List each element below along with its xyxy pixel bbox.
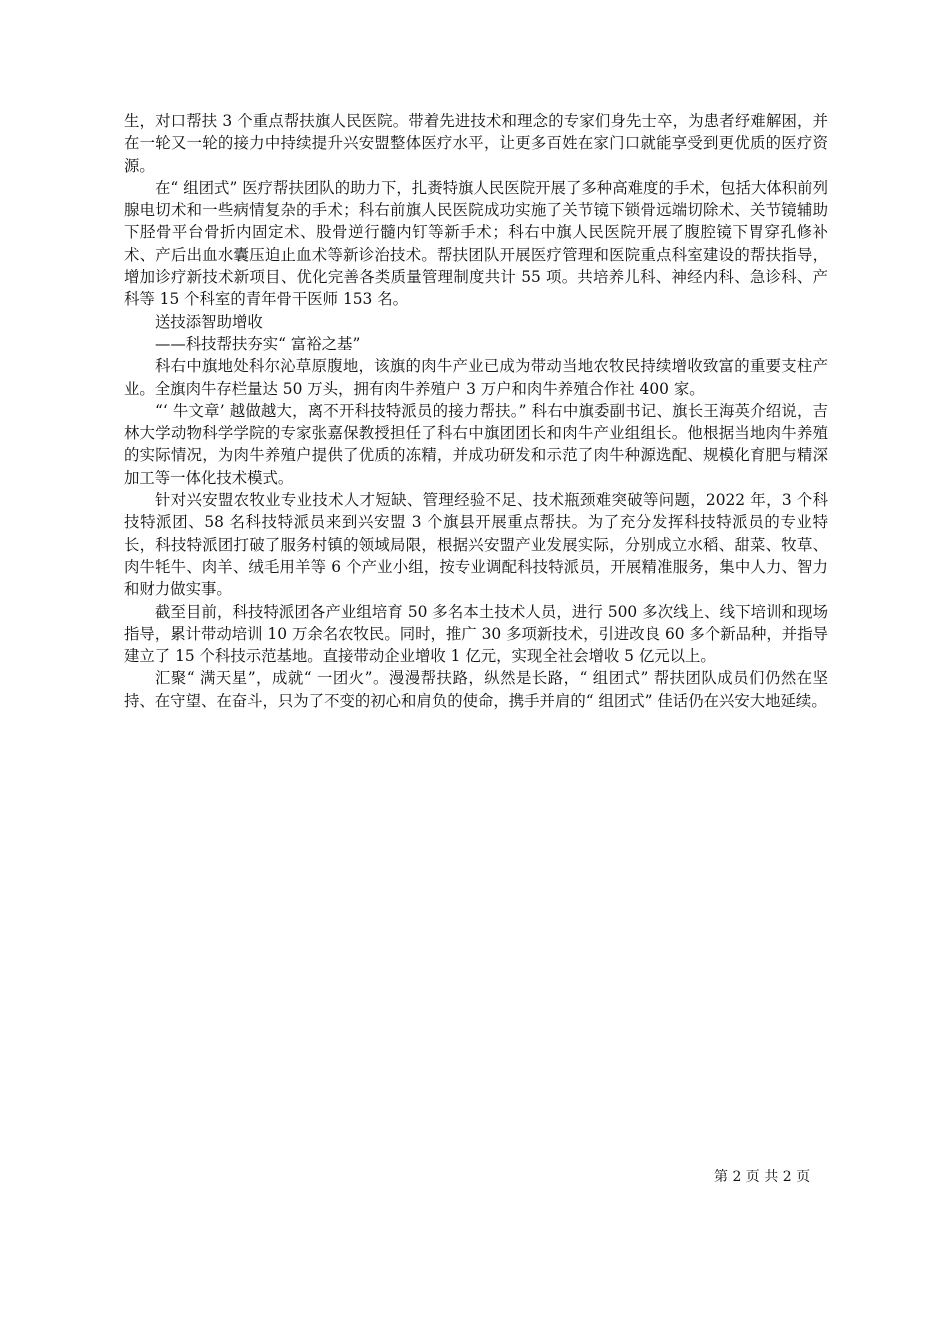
paragraph-beef-industry: 科右中旗地处科尔沁草原腹地，该旗的肉牛产业已成为带动当地农牧民持续增收致富的重要支柱产业。全旗肉牛存栏量达 50 万头，拥有肉牛养殖户 3 万户和肉牛养殖合作社 400 家。 [124, 357, 828, 398]
paragraph-conclusion: 汇聚“ 满天星”，成就“ 一团火”。漫漫帮扶路，纵然是长路，“ 组团式” 帮扶团队成员们仍然在坚持、在守望、在奋斗，只为了不变的初心和肩负的使命，携手并肩的“ 组团式” 佳话仍在兴安大地延续。 [124, 669, 828, 710]
paragraph-medical-surgeries: 在“ 组团式” 医疗帮扶团队的助力下，扎赉特旗人民医院开展了多种高难度的手术，包括大体积前列腺电切术和一些病情复杂的手术；科右前旗人民医院成功实施了关节镜下锁骨远端切除术、关节镜辅助下胫骨平台骨折内固定术、股骨逆行髓内钉等新手术；科右中旗人民医院开展了腹腔镜下胃穿孔修补术、产后出血水囊压迫止血术等新诊治技术。帮扶团队开展医疗管理和医院重点科室建设的帮扶指导，增加诊疗新技术新项目、优化完善各类质量管理制度共计 55 项。共培养儿科、神经内科、急诊科、产科等 15 个科室的青年骨干医师 153 名。 [124, 178, 828, 309]
paragraph-results: 截至目前，科技特派团各产业组培育 50 多名本土技术人员，进行 500 多次线上、线下培训和现场指导，累计带动培训 10 万余名农牧民。同时，推广 30 多项新技术，引进改良 60 多个新品种，并指导建立了 15 个科技示范基地。直接带动企业增收 1 亿元，实现全社会增收 5 亿元以上。 [124, 602, 828, 666]
paragraph-continuation: 生，对口帮扶 3 个重点帮扶旗人民医院。带着先进技术和理念的专家们身先士卒，为患者纾难解困，并在一轮又一轮的接力中持续提升兴安盟整体医疗水平，让更多百姓在家门口就能享受到更优质的医疗资源。 [124, 112, 828, 175]
section-subheading: ——科技帮扶夯实“ 富裕之基” [155, 334, 361, 353]
section-heading: 送技添智助增收 [155, 312, 263, 331]
paragraph-tech-teams: 针对兴安盟农牧业专业技术人才短缺、管理经验不足、技术瓶颈难突破等问题，2022 年，3 个科技特派团、58 名科技特派员来到兴安盟 3 个旗县开展重点帮扶。为了充分发挥科技特派员的专业特长，科技特派团打破了服务村镇的领域局限，根据兴安盟产业发展实际，分别成立水稻、甜菜、牧草、肉牛牦牛、肉羊、绒毛用羊等 6 个产业小组，按专业调配科技特派员，开展精准服务，集中人力、智力和财力做实事。 [124, 491, 828, 599]
paragraph-quote: “‘ 牛文章’ 越做越大，离不开科技特派员的接力帮扶。” 科右中旗委副书记、旗长王海英介绍说，吉林大学动物科学学院的专家张嘉保教授担任了科右中旗团团长和肉牛产业组组长。他根据当地肉牛养殖的实际情况，为肉牛养殖户提供了优质的冻精，并成功研发和示范了肉牛种源选配、规模化育肥与精深加工等一体化技术模式。 [124, 401, 828, 487]
document-body [124, 110, 828, 712]
page-number-footer: 第 2 页 共 2 页 [714, 1169, 811, 1185]
